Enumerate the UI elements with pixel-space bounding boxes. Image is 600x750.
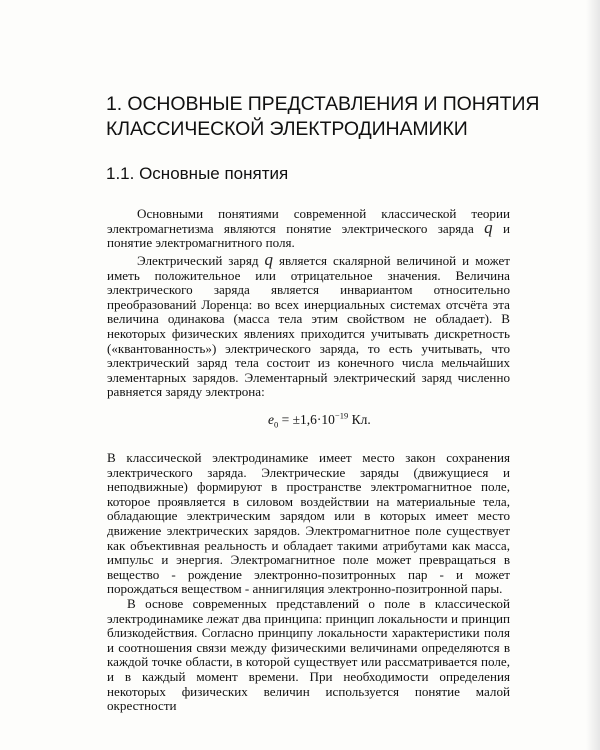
formula-exponent: −19 [334, 410, 349, 421]
chapter-title-line-2: КЛАССИЧЕСКОЙ ЭЛЕКТРОДИНАМИКИ [106, 118, 468, 140]
charge-symbol: q [264, 250, 273, 269]
chapter-title [106, 92, 566, 142]
paragraph-1-text-a: Основными понятиями современной классической теории электромагнетизма являются понятие электрического заряда [107, 206, 510, 236]
elementary-charge-formula [268, 412, 371, 428]
paragraph-2-text-a: Электрический заряд [137, 253, 265, 268]
chapter-title-line-1: 1. ОСНОВНЫЕ ПРЕДСТАВЛЕНИЯ И ПОНЯТИЯ [106, 93, 540, 115]
paragraph-4: В основе современных представлений о поле в классической электродинамике лежат два принципа: принцип локальности и принцип близкодействия. Согласно принципу локальности характеристики поля и соотношения связи между физическими величинами определяются в каждой точке области, в которой существует или рассматривается поле, и в каждый момент времени. При необходимости определения некоторых физических величин используется понятие малой окрестности [107, 595, 510, 714]
paragraph-1-text-b: и понятие электромагнитного поля. [107, 220, 511, 251]
paragraph-3: В классической электродинамике имеет место закон сохранения электрического заряда. Электрические заряды (движущиеся и неподвижные) формируют в пространстве электромагнитное поле, которое проявляется в силовом воздействии на материальные тела, обладающие электрическим зарядом или в которых имеет место движение электрических зарядов. Электромагнитное поле существует как объективная реальность и обладает такими атрибутами как масса, импульс и энергия. Электромагнитное поле может превращаться в вещество - рождение электронно-позитронных пар - и может порождаться веществом - аннигиляция электронно-позитронной пары. [107, 450, 510, 597]
formula-value: = ±1,6·10 [278, 412, 335, 427]
paragraphs-3-4 [107, 451, 510, 714]
section-title: 1.1. Основные понятия [106, 164, 289, 183]
formula-subscript: 0 [274, 419, 279, 430]
paragraph-1 [107, 207, 510, 251]
paragraph-2 [107, 250, 510, 400]
paragraph-2-text-b: является скалярной величиной и может иметь положительное или отрицательное значения. Величина электрического заряда является инвариантом относительно преобразований Лоренца: во всех инерциальных системах отсчёта эта величина одинакова (масса тела этим свойством не обладает). В некоторых физических явлениях приходится учитывать дискретность («квантованность») электрического заряда, то есть учитывать, что электрический заряд тела состоит из конечного числа мельчайших элементарных зарядов. Элементарный электрический заряд численно равняется заряду электрона: [107, 253, 510, 400]
page-edge-shadow [586, 0, 600, 750]
formula-unit: Кл. [348, 412, 371, 427]
charge-symbol: q [484, 217, 493, 237]
formula-symbol: e [268, 412, 274, 427]
